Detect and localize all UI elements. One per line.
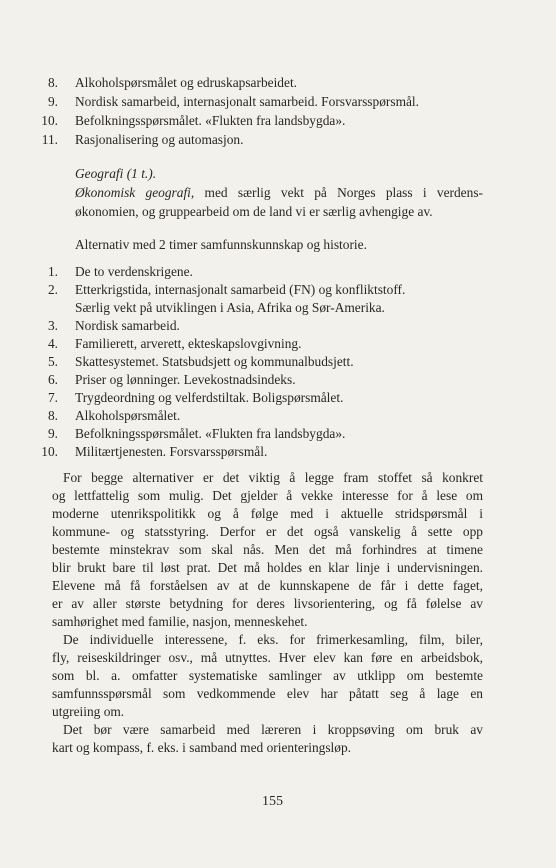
geography-term: Økonomisk geografi,	[75, 185, 195, 200]
list-item: Alkoholspørsmålet.	[75, 408, 181, 423]
list-item: Etterkrigstida, internasjonalt samarbeid (FN) og konfliktstoff.	[75, 282, 406, 297]
alternative-heading: Alternativ med 2 timer samfunnskunnskap og historie.	[75, 237, 367, 252]
list-item-number: 2.	[47, 282, 58, 297]
body-line: blir brukt bare til løst prat. Det må holdes en klar linje i undervisningen.	[52, 560, 483, 575]
list-item: Nordisk samarbeid, internasjonalt samarbeid. Forsvarsspørsmål.	[75, 94, 419, 109]
list-item-number: 4.	[47, 336, 58, 351]
list-item-number: 1.	[47, 264, 58, 279]
body-line: utgreiing om.	[52, 704, 125, 719]
list-item: Trygdeordning og velferdstiltak. Boligspørsmålet.	[75, 390, 344, 405]
list-item-number: 5.	[47, 354, 58, 369]
list-item: Priser og lønninger. Levekostnadsindeks.	[75, 372, 296, 387]
page-number: 155	[262, 794, 283, 809]
body-line: bestemte minstekrav som skal nås. Men det må forhindres at timene	[52, 542, 483, 557]
list-item-number: 3.	[47, 318, 58, 333]
body-line: For begge alternativer er det viktig å legge fram stoffet så konkret	[63, 470, 483, 485]
body-line: samfunnsspørsmål som vedkommende elev har påtatt seg å lage en	[52, 686, 483, 701]
body-line: og lettfattelig som mulig. Det gjelder å vekke interesse for å lese om	[52, 488, 483, 503]
list-item: Nordisk samarbeid.	[75, 318, 180, 333]
list-item: De to verdenskrigene.	[75, 264, 193, 279]
body-line: er av aller største betydning for deres livsorientering, og få følelse av	[52, 596, 483, 611]
list-item-number: 6.	[47, 372, 58, 387]
list-item-number: 8.	[47, 75, 58, 90]
list-item-number: 9.	[47, 426, 58, 441]
list-item: Rasjonalisering og automasjon.	[75, 132, 244, 147]
geography-paragraph-line: økonomien, og gruppearbeid om de land vi er særlig avhengige av.	[75, 204, 433, 219]
body-line: Elevene må få forståelsen av at de kunnskapene de får i dette faget,	[52, 578, 483, 593]
list-item: Alkoholspørsmålet og edruskapsarbeidet.	[75, 75, 298, 90]
body-line: Det bør være samarbeid med læreren i kroppsøving om bruk av	[63, 722, 483, 737]
list-item-number: 9.	[47, 94, 58, 109]
list-item: Skattesystemet. Statsbudsjett og kommunalbudsjett.	[75, 354, 354, 369]
list-item-number: 10.	[41, 113, 58, 128]
list-item-number: 10.	[41, 444, 58, 459]
list-item-number: 7.	[47, 390, 58, 405]
geography-heading: Geografi (1 t.).	[75, 166, 157, 181]
body-line: fly, reiseskildringer osv., må utnyttes. Hver elev kan føre en arbeidsbok,	[52, 650, 483, 665]
body-line: De individuelle interessene, f. eks. for frimerkesamling, film, biler,	[63, 632, 483, 647]
geography-paragraph-line	[75, 184, 483, 201]
body-line: kart og kompass, f. eks. i samband med orienteringsløp.	[52, 740, 352, 755]
body-line: som bl. a. omfatter systematiske samlinger av utklipp om bestemte	[52, 668, 483, 683]
list-item-number: 11.	[41, 132, 58, 147]
list-item: Militærtjenesten. Forsvarsspørsmål.	[75, 444, 268, 459]
list-item: Familierett, arverett, ekteskapslovgivning.	[75, 336, 302, 351]
geography-text: med særlig vekt på Norges plass i verdens-	[194, 185, 483, 200]
body-line: kommune- og statsstyring. Derfor er det også vanskelig å sette opp	[52, 524, 483, 539]
list-item-number: 8.	[47, 408, 58, 423]
body-line: samhørighet med familie, nasjon, menneskehet.	[52, 614, 308, 629]
list-item: Befolkningsspørsmålet. «Flukten fra landsbygda».	[75, 113, 346, 128]
list-item-continuation: Særlig vekt på utviklingen i Asia, Afrika og Sør-Amerika.	[75, 300, 385, 315]
list-item: Befolkningsspørsmålet. «Flukten fra landsbygda».	[75, 426, 346, 441]
body-line: moderne utenrikspolitikk og å følge med i aktuelle stridspørsmål i	[52, 506, 483, 521]
